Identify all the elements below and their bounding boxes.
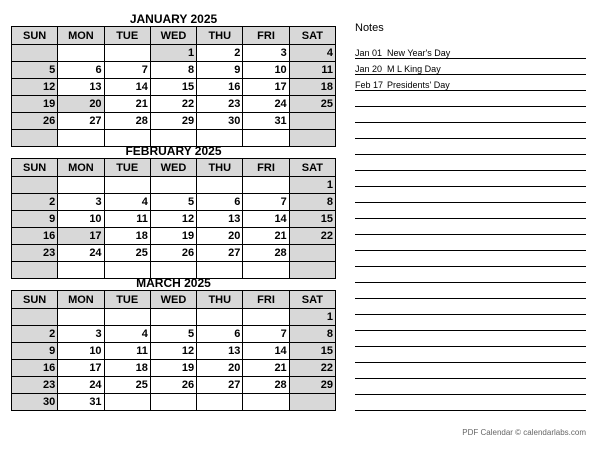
week-row xyxy=(12,309,336,326)
day-cell xyxy=(243,394,289,411)
day-cell xyxy=(243,177,289,194)
day-cell: 23 xyxy=(12,377,58,394)
week-row xyxy=(12,79,336,96)
note-date: Jan 20 xyxy=(355,64,383,74)
day-cell: 4 xyxy=(104,194,150,211)
day-cell: 28 xyxy=(243,377,289,394)
day-cell: 4 xyxy=(104,326,150,343)
weekday-header: THU xyxy=(197,27,243,45)
day-cell xyxy=(104,45,150,62)
day-cell: 12 xyxy=(150,211,196,228)
note-line xyxy=(355,395,586,411)
day-cell: 8 xyxy=(150,62,196,79)
day-cell xyxy=(12,45,58,62)
day-cell: 5 xyxy=(150,194,196,211)
day-cell: 21 xyxy=(104,96,150,113)
note-line xyxy=(355,171,586,187)
day-cell xyxy=(150,394,196,411)
day-cell: 7 xyxy=(243,194,289,211)
weekday-header: SUN xyxy=(12,27,58,45)
day-cell: 23 xyxy=(197,96,243,113)
note-line xyxy=(355,283,586,299)
day-cell: 24 xyxy=(243,96,289,113)
day-cell xyxy=(58,309,104,326)
day-cell: 11 xyxy=(104,211,150,228)
day-cell: 2 xyxy=(197,45,243,62)
day-cell: 10 xyxy=(58,211,104,228)
day-cell: 28 xyxy=(243,245,289,262)
day-cell: 22 xyxy=(289,360,335,377)
day-cell: 21 xyxy=(243,228,289,245)
weekday-header: SAT xyxy=(289,159,335,177)
day-cell xyxy=(58,177,104,194)
weekday-header: WED xyxy=(150,27,196,45)
note-line xyxy=(355,155,586,171)
day-cell: 5 xyxy=(12,62,58,79)
day-cell: 8 xyxy=(289,194,335,211)
note-line xyxy=(355,219,586,235)
day-cell: 22 xyxy=(289,228,335,245)
day-cell xyxy=(197,177,243,194)
day-cell: 9 xyxy=(197,62,243,79)
day-cell: 16 xyxy=(12,228,58,245)
day-cell xyxy=(150,177,196,194)
week-row xyxy=(12,228,336,245)
month-title: MARCH 2025 xyxy=(136,276,211,290)
day-cell: 9 xyxy=(12,211,58,228)
day-cell: 6 xyxy=(58,62,104,79)
note-line xyxy=(355,139,586,155)
weekday-header: MON xyxy=(58,291,104,309)
day-cell: 13 xyxy=(197,343,243,360)
day-cell: 22 xyxy=(150,96,196,113)
day-cell: 4 xyxy=(289,45,335,62)
day-cell: 27 xyxy=(197,377,243,394)
day-cell: 24 xyxy=(58,245,104,262)
day-cell: 8 xyxy=(289,326,335,343)
week-row xyxy=(12,211,336,228)
day-cell: 20 xyxy=(197,360,243,377)
note-line xyxy=(355,91,586,107)
weekday-header: TUE xyxy=(104,27,150,45)
day-cell: 30 xyxy=(12,394,58,411)
note-line xyxy=(355,123,586,139)
day-cell: 2 xyxy=(12,194,58,211)
weekday-header: SUN xyxy=(12,159,58,177)
month-title: JANUARY 2025 xyxy=(129,12,218,26)
note-line xyxy=(355,379,586,395)
notes-lines xyxy=(355,43,586,411)
calendar-march xyxy=(11,276,336,411)
day-cell: 11 xyxy=(104,343,150,360)
note-line xyxy=(355,331,586,347)
day-cell: 9 xyxy=(12,343,58,360)
day-cell: 25 xyxy=(289,96,335,113)
week-row xyxy=(12,96,336,113)
day-cell: 12 xyxy=(150,343,196,360)
day-cell: 2 xyxy=(12,326,58,343)
day-cell: 17 xyxy=(58,228,104,245)
day-cell: 19 xyxy=(150,360,196,377)
day-cell xyxy=(197,309,243,326)
note-holiday-name: New Year's Day xyxy=(387,48,451,58)
day-cell xyxy=(289,394,335,411)
notes-panel xyxy=(355,10,586,411)
day-cell: 26 xyxy=(12,113,58,130)
note-line xyxy=(355,347,586,363)
day-cell: 7 xyxy=(243,326,289,343)
week-row xyxy=(12,245,336,262)
weekday-header: FRI xyxy=(243,27,289,45)
day-cell: 16 xyxy=(12,360,58,377)
weekday-header: WED xyxy=(150,159,196,177)
note-line xyxy=(355,267,586,283)
day-cell: 20 xyxy=(58,96,104,113)
day-cell: 31 xyxy=(58,394,104,411)
day-cell: 27 xyxy=(197,245,243,262)
note-holiday-name: M L King Day xyxy=(387,64,441,74)
weekday-header: FRI xyxy=(243,159,289,177)
day-cell: 13 xyxy=(197,211,243,228)
day-cell xyxy=(12,309,58,326)
day-cell: 15 xyxy=(289,343,335,360)
day-cell: 6 xyxy=(197,194,243,211)
day-cell: 26 xyxy=(150,377,196,394)
day-cell: 7 xyxy=(104,62,150,79)
week-row xyxy=(12,326,336,343)
day-cell: 10 xyxy=(58,343,104,360)
day-cell: 15 xyxy=(289,211,335,228)
footer-credit: PDF Calendar © calendarlabs.com xyxy=(462,428,586,437)
day-cell: 19 xyxy=(150,228,196,245)
notes-title: Notes xyxy=(355,22,384,34)
day-cell: 12 xyxy=(12,79,58,96)
week-row xyxy=(12,45,336,62)
note-date: Feb 17 xyxy=(355,80,384,90)
day-cell xyxy=(104,394,150,411)
week-row xyxy=(12,360,336,377)
note-line xyxy=(355,107,586,123)
day-cell: 14 xyxy=(243,343,289,360)
day-cell: 23 xyxy=(12,245,58,262)
day-cell: 20 xyxy=(197,228,243,245)
day-cell: 13 xyxy=(58,79,104,96)
weekday-header: SAT xyxy=(289,27,335,45)
day-cell: 16 xyxy=(197,79,243,96)
day-cell: 3 xyxy=(58,194,104,211)
day-cell: 3 xyxy=(243,45,289,62)
day-cell xyxy=(243,309,289,326)
note-line xyxy=(355,187,586,203)
day-cell: 31 xyxy=(243,113,289,130)
week-row xyxy=(12,62,336,79)
weekday-header: WED xyxy=(150,291,196,309)
calendar-february xyxy=(11,144,336,279)
day-cell xyxy=(104,177,150,194)
day-cell: 15 xyxy=(150,79,196,96)
day-cell xyxy=(197,394,243,411)
day-cell: 17 xyxy=(58,360,104,377)
month-grid xyxy=(11,26,336,147)
week-row xyxy=(12,177,336,194)
day-cell: 14 xyxy=(243,211,289,228)
day-cell: 18 xyxy=(104,360,150,377)
day-cell: 29 xyxy=(150,113,196,130)
calendar-january xyxy=(11,12,336,147)
day-cell xyxy=(58,45,104,62)
weekday-header: MON xyxy=(58,27,104,45)
note-line xyxy=(355,235,586,251)
weekday-header: MON xyxy=(58,159,104,177)
day-cell: 24 xyxy=(58,377,104,394)
day-cell: 5 xyxy=(150,326,196,343)
note-date: Jan 01 xyxy=(355,48,383,58)
weekday-header: TUE xyxy=(104,159,150,177)
day-cell: 25 xyxy=(104,377,150,394)
day-cell: 29 xyxy=(289,377,335,394)
note-line xyxy=(355,75,586,91)
day-cell xyxy=(150,309,196,326)
day-cell xyxy=(289,113,335,130)
day-cell: 1 xyxy=(289,177,335,194)
note-line xyxy=(355,299,586,315)
weekday-header: SAT xyxy=(289,291,335,309)
month-title: FEBRUARY 2025 xyxy=(125,144,222,158)
day-cell: 21 xyxy=(243,360,289,377)
day-cell: 14 xyxy=(104,79,150,96)
week-row xyxy=(12,394,336,411)
day-cell: 6 xyxy=(197,326,243,343)
week-row xyxy=(12,343,336,360)
month-grid xyxy=(11,290,336,411)
note-line xyxy=(355,251,586,267)
month-grid xyxy=(11,158,336,279)
day-cell: 18 xyxy=(104,228,150,245)
day-cell: 25 xyxy=(104,245,150,262)
day-cell: 1 xyxy=(150,45,196,62)
day-cell: 17 xyxy=(243,79,289,96)
note-line xyxy=(355,203,586,219)
note-line xyxy=(355,43,586,59)
week-row xyxy=(12,194,336,211)
weekday-header: THU xyxy=(197,159,243,177)
day-cell: 27 xyxy=(58,113,104,130)
weekday-header: FRI xyxy=(243,291,289,309)
day-cell: 30 xyxy=(197,113,243,130)
weekday-header: TUE xyxy=(104,291,150,309)
day-cell xyxy=(289,245,335,262)
day-cell: 26 xyxy=(150,245,196,262)
note-line xyxy=(355,363,586,379)
week-row xyxy=(12,113,336,130)
day-cell xyxy=(12,177,58,194)
day-cell: 19 xyxy=(12,96,58,113)
weekday-header: SUN xyxy=(12,291,58,309)
day-cell: 11 xyxy=(289,62,335,79)
day-cell: 10 xyxy=(243,62,289,79)
note-line xyxy=(355,59,586,75)
note-line xyxy=(355,315,586,331)
note-holiday-name: Presidents' Day xyxy=(387,80,450,90)
week-row xyxy=(12,377,336,394)
day-cell: 18 xyxy=(289,79,335,96)
weekday-header: THU xyxy=(197,291,243,309)
day-cell: 3 xyxy=(58,326,104,343)
day-cell: 1 xyxy=(289,309,335,326)
day-cell: 28 xyxy=(104,113,150,130)
day-cell xyxy=(104,309,150,326)
